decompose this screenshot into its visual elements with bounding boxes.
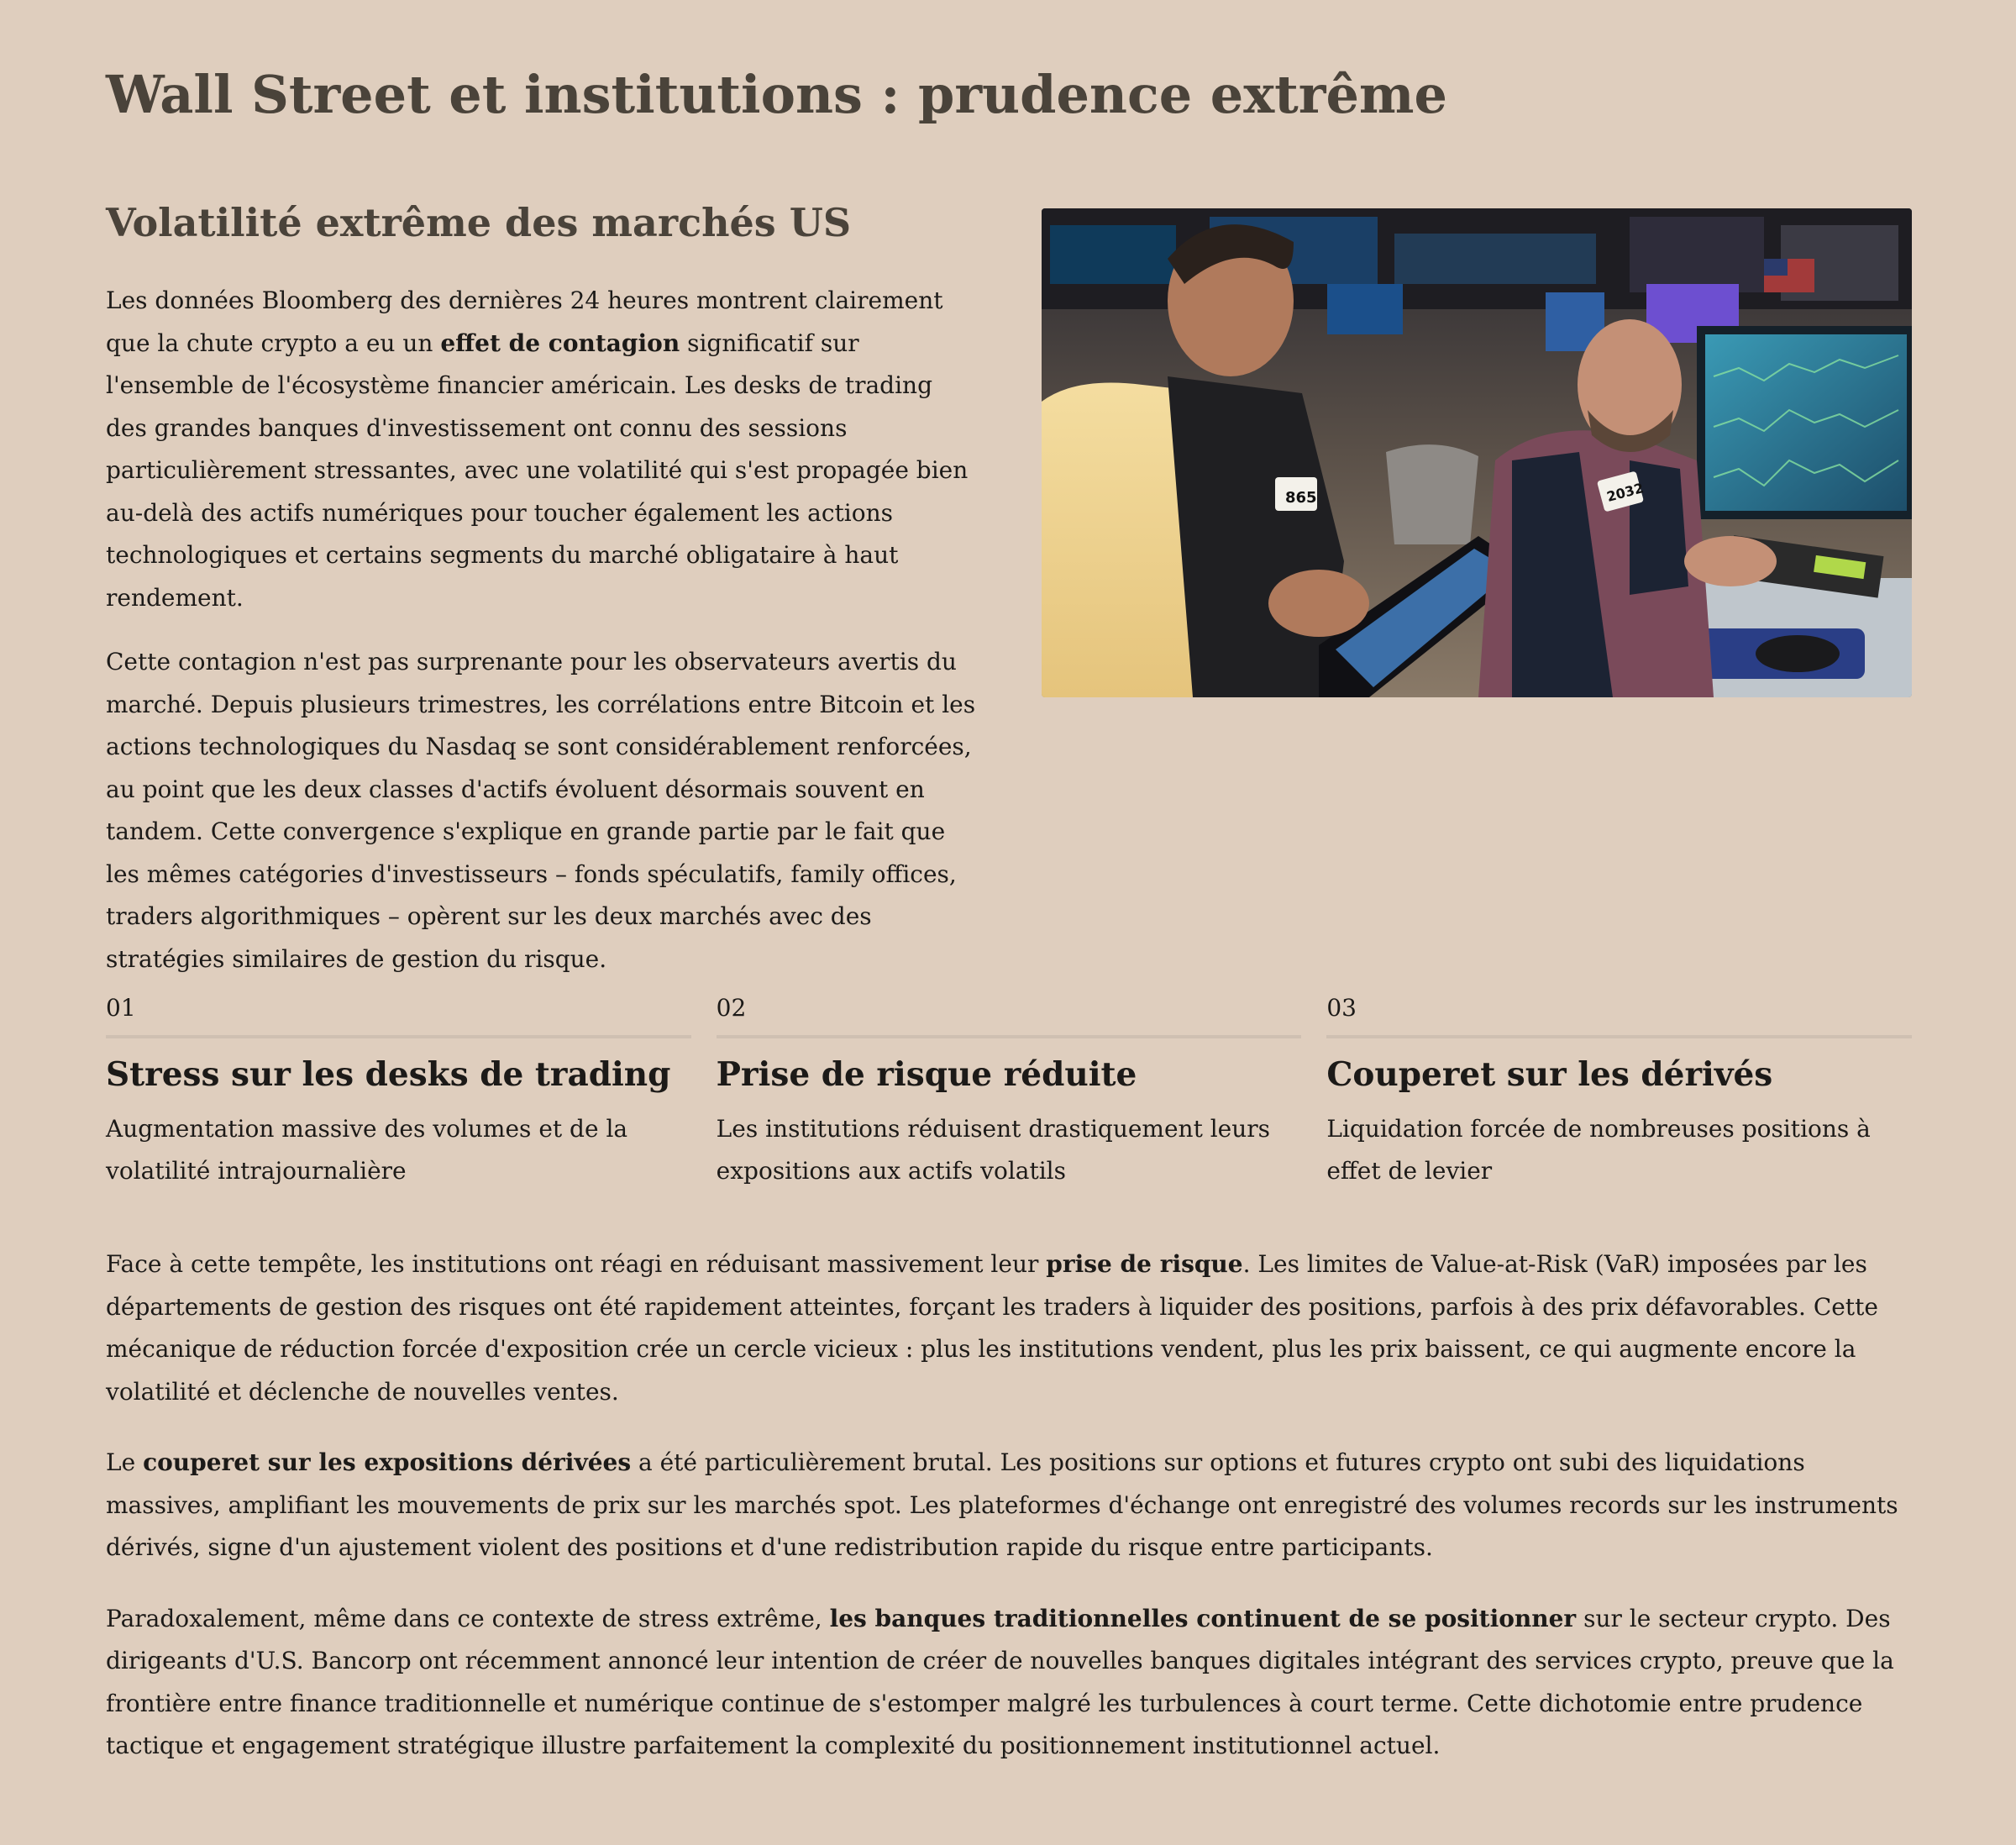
- analysis-paragraph-2: [106, 1442, 1912, 1569]
- feature-list: [106, 991, 1912, 1193]
- text-span: Le: [106, 1448, 144, 1476]
- badge-865: 865: [1285, 489, 1317, 507]
- emphasis-text: couperet sur les expositions dérivées: [143, 1448, 632, 1476]
- intro-paragraph-2: Cette contagion n'est pas surprenante pour les observateurs avertis du marché. Depuis plusieurs trimestres, les corrélations entre Bitcoin et les actions technologiques du Nasdaq se sont considérablement renforcées, au point que les deux classes d'actifs évoluent désormais souvent en tandem. Cette convergence s'explique en grande partie par le fait que les mêmes catégories d'investisseurs – fonds spéculatifs, family offices, traders algorithmiques – opèrent sur les deux marchés avec des stratégies similaires de gestion du risque.: [106, 648, 976, 973]
- analysis-paragraph-3: [106, 1598, 1912, 1768]
- section-heading: Volatilité extrême des marchés US: [106, 200, 852, 245]
- analysis-section: [106, 1243, 1912, 1796]
- emphasis-text: les banques traditionnelles continuent de se positionner: [829, 1604, 1577, 1632]
- text-span: . Les limites de Value-at-Risk (VaR) imposées par les départements de gestion des risques ont été rapidement atteintes, forçant les traders à liquider des positions, parfois à des prix défavorables. Cette mécanique de réduction forcée d'exposition crée un cercle vicieux : plus les institutions vendent, plus les prix baissent, ce qui augmente encore la volatilité et déclenche de nouvelles ventes.: [106, 1250, 1878, 1406]
- feature-title: Stress sur les desks de trading: [106, 1055, 671, 1094]
- emphasis-text: prise de risque: [1046, 1250, 1243, 1278]
- intro-paragraph-1: [106, 280, 979, 619]
- badge-2032: 2032: [1604, 480, 1646, 505]
- intro-column: [106, 200, 979, 1002]
- text-span: significatif sur l'ensemble de l'écosystème financier américain. Les desks de trading des grandes banques d'investissement ont connu des sessions particulièrement stressantes, avec une volatilité qui s'est propagée bien au-delà des actifs numériques pour toucher également les actions technologiques et certains segments du marché obligataire à haut rendement.: [106, 329, 969, 612]
- text-span: Face à cette tempête, les institutions ont réagi en réduisant massivement leur: [106, 1250, 1047, 1278]
- feature-description: Les institutions réduisent drastiquement leurs expositions aux actifs volatils: [716, 1114, 1271, 1185]
- text-span: Paradoxalement, même dans ce contexte de stress extrême,: [106, 1604, 830, 1632]
- analysis-paragraph-1: [106, 1243, 1912, 1413]
- feature-title: Prise de risque réduite: [716, 1055, 1137, 1094]
- text-span: Les données Bloomberg des dernières 24 heures montrent clairement que la chute crypto a eu un: [106, 286, 943, 357]
- text-span: a été particulièrement brutal. Les positions sur options et futures crypto ont subi des liquidations massives, amplifiant les mouvements de prix sur les marchés spot. Les plateformes d'échange ont enregistré des volumes records sur les instruments dérivés, signe d'un ajustement violent des positions et d'une redistribution rapide du risque entre participants.: [106, 1448, 1898, 1561]
- feature-number: 01: [106, 991, 691, 1038]
- feature-number: 03: [1326, 991, 1912, 1038]
- feature-title: Couperet sur les dérivés: [1326, 1055, 1773, 1094]
- emphasis-text: effet de contagion: [440, 329, 680, 357]
- feature-item: [717, 991, 1302, 1193]
- feature-description: Liquidation forcée de nombreuses positions à effet de levier: [1326, 1114, 1871, 1185]
- trading-floor-photo: [1042, 208, 1912, 697]
- feature-number: 02: [717, 991, 1302, 1038]
- page-title: Wall Street et institutions : prudence extrême: [106, 64, 1447, 125]
- feature-item: [1326, 991, 1912, 1193]
- feature-item: [106, 991, 691, 1193]
- feature-description: Augmentation massive des volumes et de la volatilité intrajournalière: [106, 1114, 628, 1185]
- text-span: sur le secteur crypto. Des dirigeants d'U.S. Bancorp ont récemment annoncé leur intention de créer de nouvelles banques digitales intégrant des services crypto, preuve que la frontière entre finance traditionnelle et numérique continue de s'estomper malgré les turbulences à court terme. Cette dichotomie entre prudence tactique et engagement stratégique illustre parfaitement la complexité du positionnement institutionnel actuel.: [106, 1604, 1894, 1759]
